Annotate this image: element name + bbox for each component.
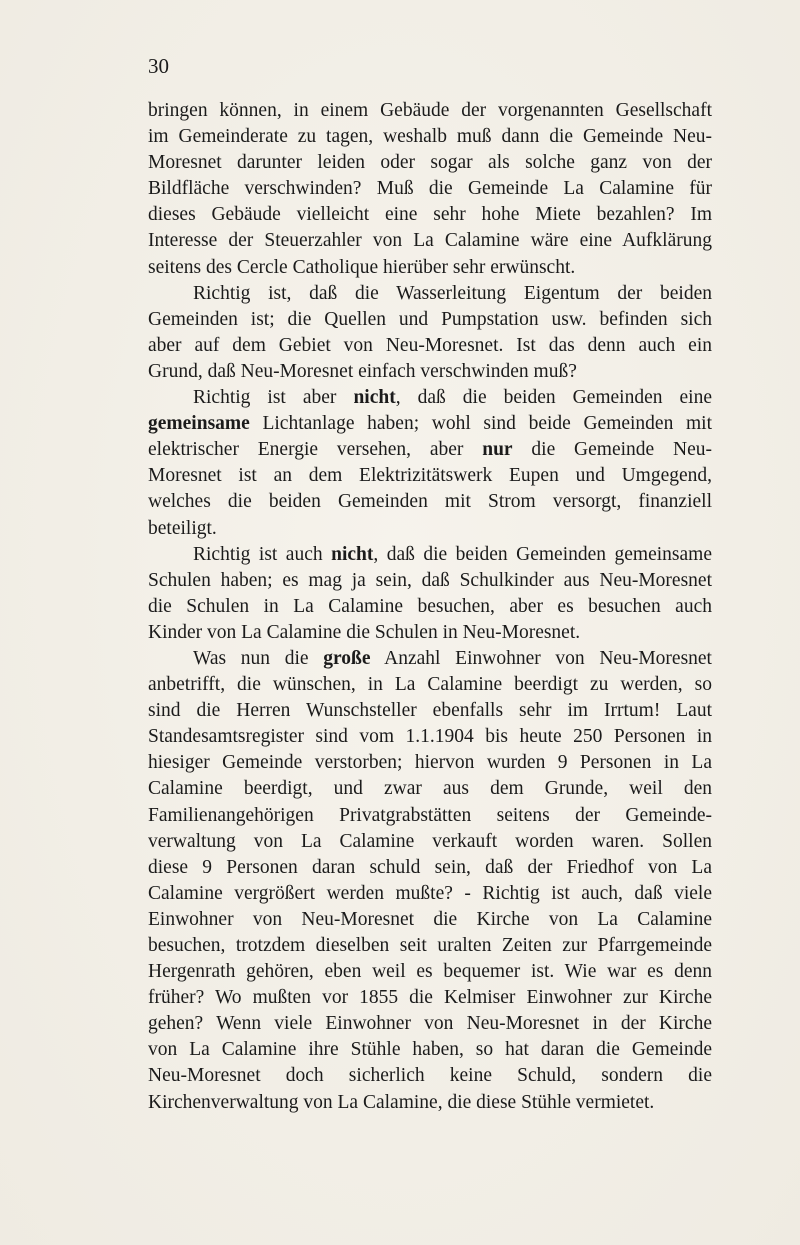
text-line: diese 9 Personen daran schuld sein, daß der Friedhof von La [148,856,712,878]
text-line: sind die Herren Wunschsteller ebenfalls sehr im Irrtum! Laut [148,700,712,722]
text-line: seitens des Cercle Catholique hierüber sehr erwünscht. [148,256,576,278]
text-line: anbetrifft, die wünschen, in La Calamine beerdigt zu werden, so [148,674,712,696]
emphasis: nicht [353,387,396,409]
text-line: aber auf dem Gebiet von Neu-Moresnet. Ist das denn auch ein [148,334,712,356]
emphasis: nicht [331,543,374,565]
text-line: Was nun die große Anzahl Einwohner von Neu-Moresnet [193,647,712,669]
text-line: Richtig ist aber nicht, daß die beiden Gemeinden eine [193,387,712,409]
text-line: Calamine vergrößert werden mußte? - Richtig ist auch, daß viele [148,882,712,904]
page-number: 30 [148,54,169,78]
text-line: Moresnet darunter leiden oder sogar als solche ganz von der [148,152,712,174]
text-line: Richtig ist, daß die Wasserleitung Eigentum der beiden [193,282,712,304]
text-line: Kinder von La Calamine die Schulen in Neu-Moresnet. [148,621,581,643]
text-line: Gemeinden ist; die Quellen und Pumpstation usw. befinden sich [148,308,712,330]
text-line: Kirchenverwaltung von La Calamine, die diese Stühle vermietet. [148,1091,655,1113]
text-line: die Schulen in La Calamine besuchen, aber es besuchen auch [148,595,712,617]
text-line: Einwohner von Neu-Moresnet die Kirche von La Calamine [148,908,712,930]
text-line: Bildfläche verschwinden? Muß die Gemeinde La Calamine für [148,178,712,200]
text-line: Schulen haben; es mag ja sein, daß Schulkinder aus Neu-Moresnet [148,569,712,591]
text-line: Standesamtsregister sind vom 1.1.1904 bis heute 250 Personen in [148,726,712,748]
text-line: Interesse der Steuerzahler von La Calamine wäre eine Aufklärung [148,230,712,252]
text-line: Familienangehörigen Privatgrabstätten seitens der Gemeinde- [148,804,712,826]
text-line: Calamine beerdigt, und zwar aus dem Grunde, weil den [148,778,712,800]
text-line: bringen können, in einem Gebäude der vorgenannten Gesellschaft [148,100,712,121]
text-line: elektrischer Energie versehen, aber nur die Gemeinde Neu- [148,439,712,461]
text-line: früher? Wo mußten vor 1855 die Kelmiser Einwohner zur Kirche [148,987,712,1009]
text-line: beteiligt. [148,517,217,539]
text-line: gemeinsame Lichtanlage haben; wohl sind beide Gemeinden mit [148,413,712,435]
emphasis: gemeinsame [148,413,250,435]
text-line: hiesiger Gemeinde verstorben; hiervon wurden 9 Personen in La [148,752,712,774]
text-line: besuchen, trotzdem dieselben seit uralten Zeiten zur Pfarrgemeinde [148,935,712,956]
text-line: von La Calamine ihre Stühle haben, so hat daran die Gemeinde [148,1039,712,1061]
body-text [148,98,712,1116]
text-line: Neu-Moresnet doch sicherlich keine Schuld, sondern die [148,1065,712,1087]
text-line: welches die beiden Gemeinden mit Strom versorgt, finanziell [148,491,712,513]
text-line: Hergenrath gehören, eben weil es bequemer ist. Wie war es denn [148,961,712,983]
emphasis: große [323,647,371,669]
text-line: Richtig ist auch nicht, daß die beiden Gemeinden gemeinsame [193,543,712,565]
text-line: Grund, daß Neu-Moresnet einfach verschwinden muß? [148,360,577,382]
emphasis: nur [482,439,513,461]
text-line: dieses Gebäude vielleicht eine sehr hohe Miete bezahlen? Im [148,204,712,226]
text-line: im Gemeinderate zu tagen, weshalb muß dann die Gemeinde Neu- [148,126,712,148]
text-line: Moresnet ist an dem Elektrizitätswerk Eupen und Umgegend, [148,465,712,487]
text-line: verwaltung von La Calamine verkauft worden waren. Sollen [148,830,712,852]
text-line: gehen? Wenn viele Einwohner von Neu-Moresnet in der Kirche [148,1013,712,1035]
